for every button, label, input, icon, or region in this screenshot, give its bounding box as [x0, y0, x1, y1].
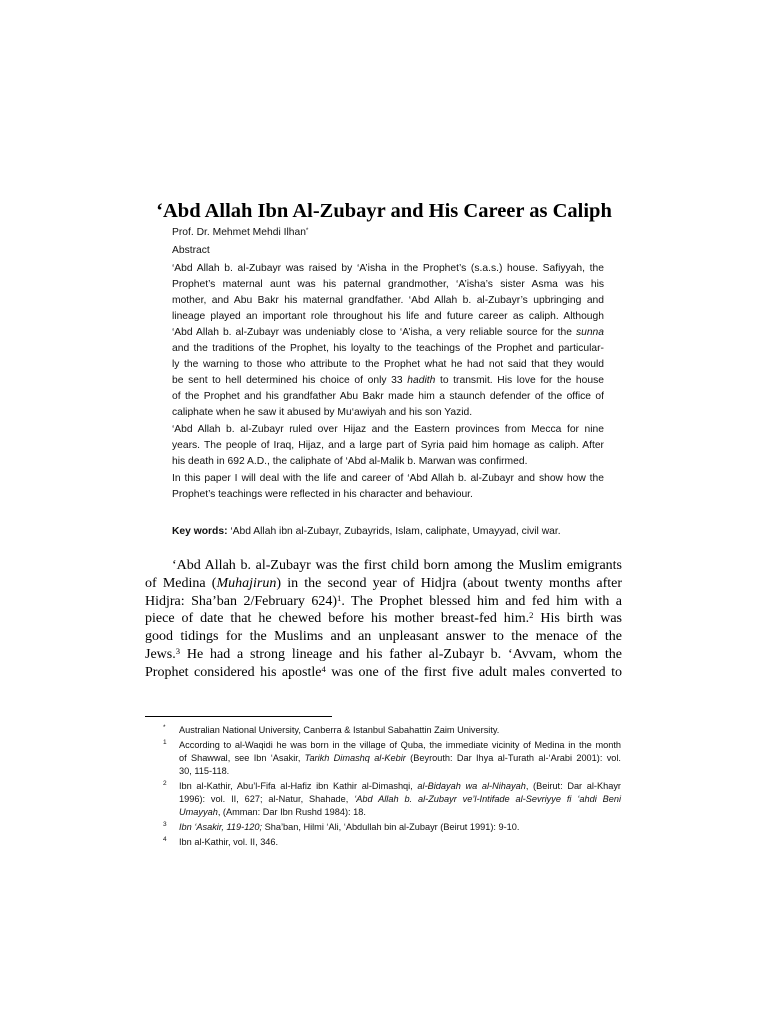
text-line	[172, 277, 604, 293]
text-run: ‘Abd Allah b. al-Zubayr was undeniably close to ‘A’isha, a very reliable source for the	[172, 327, 576, 338]
author-name: Prof. Dr. Mehmet Mehdi Ilhan	[172, 227, 306, 238]
text-line	[172, 373, 604, 389]
text-run: mother, and Abu Bakr his maternal grandfather. ‘Abd Allah b. al-Zubayr’s upbringing and	[172, 295, 604, 306]
text-line	[172, 524, 604, 540]
text-line	[172, 422, 604, 438]
text-run: good tidings for the Muslims and an unpleasant answer to the menace of the	[145, 629, 622, 645]
text-line	[145, 575, 622, 593]
footnote	[163, 835, 621, 849]
footnote-text	[179, 821, 621, 834]
text-run: Ibn al-Kathir, Abu’l-Fifa al-Hafiz ibn Kathir al-Dimashqi,	[179, 780, 418, 791]
abstract-paragraph	[172, 261, 604, 421]
abstract-paragraph	[172, 471, 604, 503]
text-line	[179, 821, 621, 834]
footnote-marker: 3	[163, 820, 167, 828]
text-run: ‘Abd Allah b. al-Zubayr was the first child born among the Muslim emigrants	[172, 558, 622, 573]
text-line	[172, 357, 604, 373]
text-line	[172, 341, 604, 357]
author-footnote-mark: *	[305, 227, 309, 235]
footnote-marker: 1	[163, 738, 167, 746]
footnote-text	[179, 780, 621, 819]
text-run: ‘Abd Allah b. al-Zubayr ruled over Hijaz and the Eastern provinces from Mecca for nine	[172, 424, 604, 435]
abstract	[172, 261, 604, 503]
text-run: caliphate when he saw it abused by Mu‘awiyah and his son Yazid.	[172, 407, 473, 418]
text-line	[179, 806, 621, 819]
paper-title: ‘Abd Allah Ibn Al-Zubayr and His Career as Caliph	[156, 200, 612, 222]
italic-text: ‘Abd Allah b. al-Zubayr ve’l-Intifade al-Sevriyye fi ‘ahdi Beni	[354, 793, 621, 804]
text-run: years. The people of Iraq, Hijaz, and a large part of Syria paid him homage as caliph. After	[172, 440, 604, 451]
text-line	[145, 664, 622, 682]
footnote-text	[179, 724, 621, 737]
text-run: piece of date that he chewed before his mother breast-fed him.	[145, 611, 530, 627]
footnote-text	[179, 739, 621, 778]
abstract-paragraph	[172, 422, 604, 470]
text-line	[145, 593, 622, 611]
text-run: be sent to hell determined his choice of only 33	[172, 375, 408, 386]
text-run: was one of the first five adult males converted to	[325, 664, 622, 680]
text-run: 1996): vol. II, 627; al-Natur, Shahade,	[179, 793, 355, 804]
text-line	[179, 836, 621, 849]
text-line	[172, 293, 604, 309]
text-run: ‘Abd Allah b. al-Zubayr was raised by ‘A’isha in the Prophet’s (s.a.s.) house. Safiyyah, the	[172, 263, 604, 274]
text-line	[172, 325, 604, 341]
text-line	[179, 793, 621, 806]
footnote-separator	[145, 716, 332, 717]
text-run: He had a strong lineage and his father al-Zubayr b. ‘Avvam, whom the	[180, 647, 622, 663]
text-line	[145, 628, 622, 646]
text-run: , (Amman: Dar Ibn Rushd 1984): 18.	[217, 806, 366, 817]
text-line	[145, 610, 622, 628]
text-run: His birth was	[533, 611, 622, 627]
text-line	[172, 261, 604, 277]
footnote-reference: 2	[529, 610, 534, 621]
text-run: In this paper I will deal with the life and career of ‘Abd Allah b. al-Zubayr and show how the	[172, 473, 604, 484]
text-line	[172, 471, 604, 487]
text-run: to transmit. His love for the house	[435, 375, 604, 386]
text-run: Ibn al-Kathir, vol. II, 346.	[179, 836, 279, 847]
text-run: Prophet’s maternal aunt was his paternal grandmother, ‘A’isha’s sister Asma was his	[172, 279, 604, 290]
italic-text: sunna	[575, 327, 604, 338]
text-line	[179, 752, 621, 765]
italic-text: Tarikh Dimashq al-Kebir	[304, 752, 406, 763]
text-run: . The Prophet blessed him and fed him with a	[341, 593, 622, 609]
text-line	[179, 724, 621, 737]
keywords	[172, 524, 604, 540]
abstract-heading: Abstract	[172, 245, 210, 256]
text-run: of the Prophet and his grandfather Abu Bakr made him a staunch defender of the office of	[172, 391, 604, 402]
text-line	[145, 646, 622, 664]
text-run: Prophet considered his apostle	[145, 664, 322, 680]
footnote-marker: *	[163, 723, 166, 731]
text-run: ‘Abd Allah ibn al-Zubayr, Zubayrids, Islam, caliphate, Umayyad, civil war.	[227, 526, 561, 537]
text-run: Hidjra: Sha’ban 2/February 624)	[145, 593, 337, 609]
italic-text: Muhajirun	[216, 575, 277, 591]
text-line	[172, 438, 604, 454]
italic-text: hadith	[407, 375, 436, 386]
footnote	[163, 820, 621, 834]
text-run: and the traditions of the Prophet, his loyalty to the teachings of the Prophet and particular-	[172, 343, 604, 354]
footnote-reference: 4	[321, 664, 326, 675]
text-line	[172, 454, 604, 470]
footnote	[163, 723, 621, 737]
text-line	[172, 405, 604, 421]
italic-text: Ibn ‘Asakir, 119-120;	[179, 821, 263, 832]
bold-text: Key words:	[172, 526, 228, 537]
text-run: Sha’ban, Hilmi ‘Ali, ‘Abdullah bin al-Zubayr (Beirut 1991): 9-10.	[262, 821, 520, 832]
footnote	[163, 779, 621, 819]
text-line	[145, 557, 622, 575]
text-run: 30, 115-118.	[179, 765, 230, 776]
footnote	[163, 738, 621, 778]
italic-text: al-Bidayah wa al-Nihayah	[417, 780, 526, 791]
footnotes	[163, 723, 621, 849]
italic-text: Umayyah	[179, 806, 218, 817]
text-line	[179, 739, 621, 752]
body-paragraph	[145, 557, 622, 682]
text-run: Jews.	[145, 647, 176, 663]
text-run: Prophet’s teachings were reflected in his character and behaviour.	[172, 489, 473, 500]
text-run: lineage played an important role throughout his life and future career as caliph. Although	[172, 311, 604, 322]
text-run: Australian National University, Canberra & Istanbul Sabahattin Zaim University.	[179, 724, 500, 735]
footnote-marker: 4	[163, 835, 167, 843]
text-line	[172, 309, 604, 325]
footnote-marker: 2	[163, 779, 167, 787]
text-run: (Beyrouth: Dar Ihya al-Turath al-‘Arabi 2001): vol.	[405, 752, 621, 763]
text-run: of Shawwal, see Ibn ‘Asakir,	[179, 752, 305, 763]
text-run: ) in the second year of Hidjra (about twenty months after	[276, 575, 622, 591]
text-line	[172, 389, 604, 405]
footnote-text	[179, 836, 621, 849]
author-line	[172, 226, 308, 240]
text-line	[172, 487, 604, 503]
text-run: , (Beirut: Dar al-Khayr	[525, 780, 621, 791]
text-line	[179, 780, 621, 793]
text-run: his death in 692 A.D., the caliphate of ‘Abd al-Malik b. Marwan was confirmed.	[172, 456, 528, 467]
text-line	[179, 765, 621, 778]
footnote-reference: 3	[175, 646, 181, 657]
footnote-reference: 1	[337, 592, 342, 603]
text-run: ly the warning to those who attribute to the Prophet what he had not said that they would	[172, 359, 604, 370]
text-run: of Medina (	[145, 575, 217, 591]
text-run: According to al-Waqidi he was born in the village of Quba, the immediate vicinity of Medina in the month	[179, 739, 621, 750]
